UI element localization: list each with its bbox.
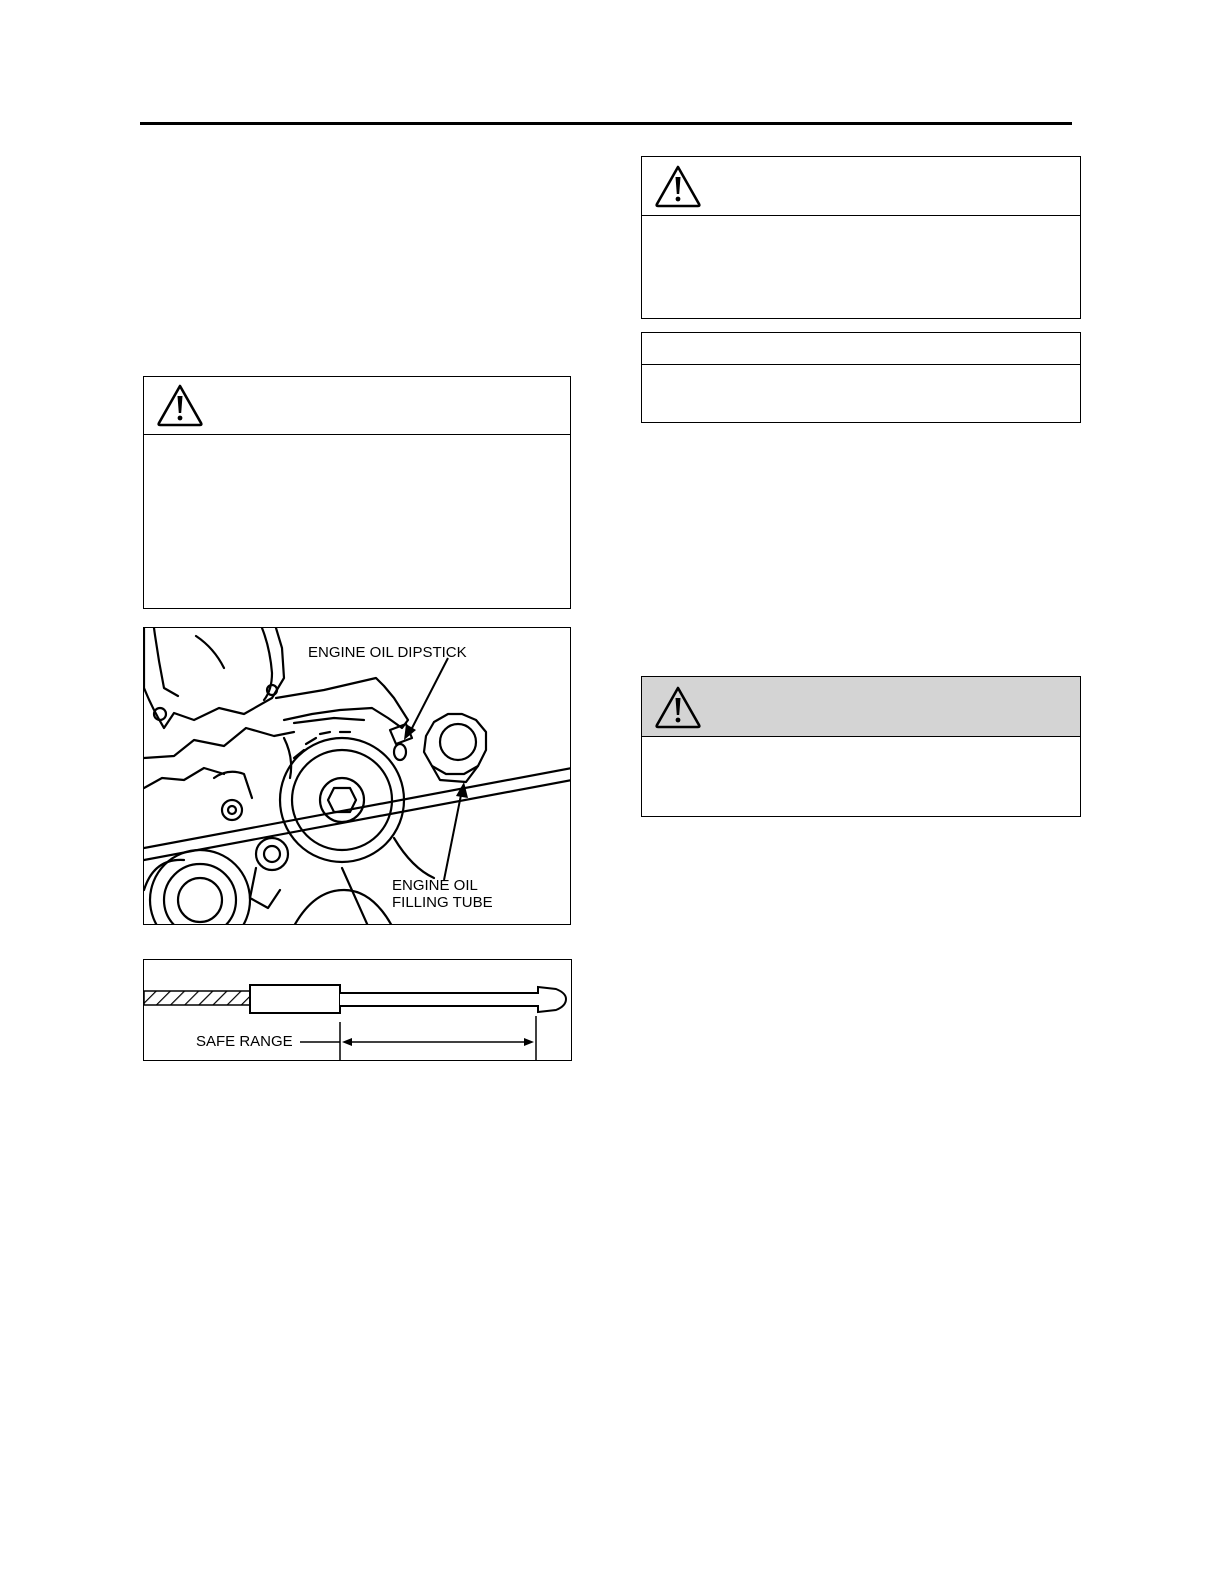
header-rule xyxy=(140,122,1072,125)
warning-box-right-bottom-header xyxy=(642,677,1080,737)
safe-range-label: SAFE RANGE xyxy=(196,1033,293,1050)
warning-triangle-icon xyxy=(654,685,702,729)
warning-box-left xyxy=(143,376,571,609)
engine-oil-dipstick-label: ENGINE OIL DIPSTICK xyxy=(308,644,467,661)
engine-oil-filling-tube-label-line1: ENGINE OIL xyxy=(392,877,478,894)
warning-box-right-top-header xyxy=(642,157,1080,216)
warning-box-right-bottom xyxy=(641,676,1081,817)
engine-oil-filling-tube-label-line2: FILLING TUBE xyxy=(392,894,493,911)
engine-oil-figure xyxy=(143,627,571,925)
warning-triangle-icon xyxy=(156,383,204,427)
warning-box-right-top xyxy=(641,156,1081,319)
note-box-right xyxy=(641,332,1081,423)
warning-box-left-header xyxy=(144,377,570,435)
dipstick-safe-range-figure xyxy=(143,959,572,1061)
note-box-right-header xyxy=(642,333,1080,365)
warning-triangle-icon xyxy=(654,164,702,208)
engine-illustration xyxy=(144,628,571,925)
